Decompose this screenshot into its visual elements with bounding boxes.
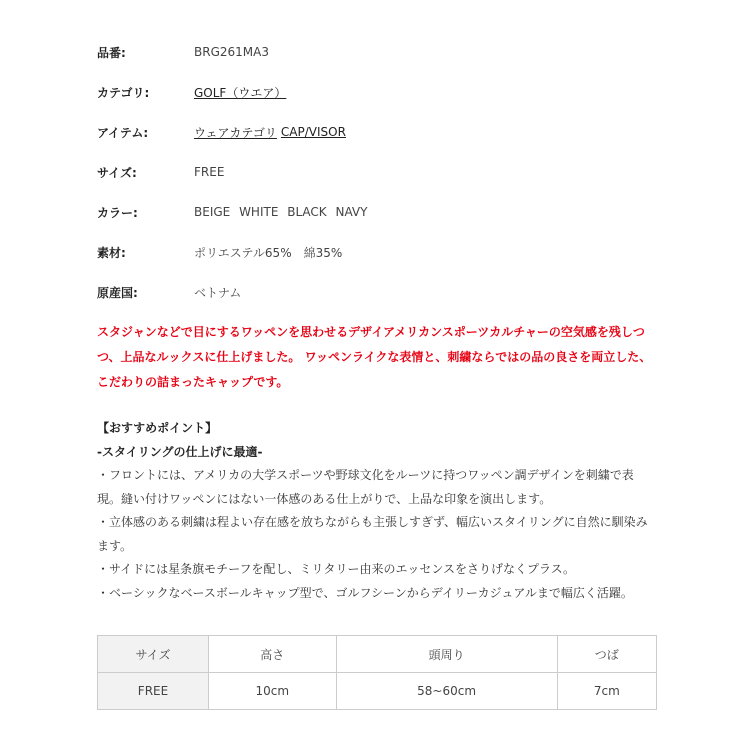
size-table-header: 高さ [209,636,337,673]
color-value: BEIGE [194,205,231,219]
spec-row-size [97,152,657,192]
size-table-cell: FREE [98,673,209,710]
points-heading: 【おすすめポイント】 [97,421,218,435]
product-lead-copy [97,320,657,395]
point-line: ・ベーシックなベースボールキャップ型で、ゴルフシーンからデイリーカジュアルまで幅広く活躍。 [97,585,633,600]
point-line: ・立体感のある刺繍は程よい存在感を放ちながらも主張しすぎず、幅広いスタイリングに自然に馴染み [97,515,648,529]
spec-label: カラー: [97,205,138,220]
point-line: ・サイドには星条旗モチーフを配し、ミリタリー由来のエッセンスをさりげなくプラス。 [97,562,575,576]
size-table-cell: 10cm [209,673,337,710]
point-line: 現。縫い付けワッペンにはない一体感のある仕上がりで、上品な印象を演出します。 [97,491,552,506]
size-table-cell: 7cm [557,673,656,710]
spec-value-colors [194,205,372,219]
table-row [98,673,657,710]
color-value: WHITE [239,205,279,219]
category-link[interactable]: GOLF（ウエア） [194,85,287,100]
size-table-header: サイズ [98,636,209,673]
spec-row-color [97,192,657,232]
spec-value-item-no: BRG261MA3 [194,45,269,59]
recommend-points [97,417,657,605]
spec-label: 素材: [97,245,126,260]
spec-value-material: ポリエステル65% 綿35% [194,245,343,260]
point-line: ・フロントには、アメリカの大学スポーツや野球文化をルーツに持つワッペン調デザインを刺繍で表 [97,468,634,482]
size-table-cell: 58~60cm [336,673,557,710]
size-table-header: 頭周り [336,636,557,673]
spec-row-category [97,72,657,112]
spec-row-item-no [97,32,657,72]
lead-copy-line: スタジャンなどで目にするワッペンを思わせるデザイアメリカンスポーツカルチャーの空気感を残しつ [97,325,645,339]
spec-value-size: FREE [194,165,225,179]
spec-label: 原産国: [97,285,138,300]
spec-label: アイテム: [97,125,149,140]
spec-label: サイズ: [97,165,137,180]
size-table-header: つば [557,636,656,673]
points-subheading: -スタイリングの仕上げに最適- [97,444,263,459]
spec-value-origin: ベトナム [194,285,242,300]
spec-row-origin [97,272,657,312]
lead-copy-line: こだわりの詰まったキャップです。 [97,375,289,389]
color-value: NAVY [335,205,368,219]
point-line: ます。 [97,538,133,553]
spec-row-item [97,112,657,152]
spec-label: カテゴリ: [97,85,150,100]
size-table [97,635,657,710]
lead-copy-line: つ、上品なルックスに仕上げました。 ワッペンライクな表情と、刺繍ならではの品の良さを両立した、 [97,350,652,364]
cap-visor-link[interactable]: CAP/VISOR [280,125,346,139]
size-table-header-row [98,636,657,673]
color-value: BLACK [287,205,327,219]
spec-label: 品番: [97,45,126,60]
spec-row-material [97,232,657,272]
wear-category-link[interactable]: ウェアカテゴリ [194,125,277,140]
product-spec-list [97,32,657,312]
